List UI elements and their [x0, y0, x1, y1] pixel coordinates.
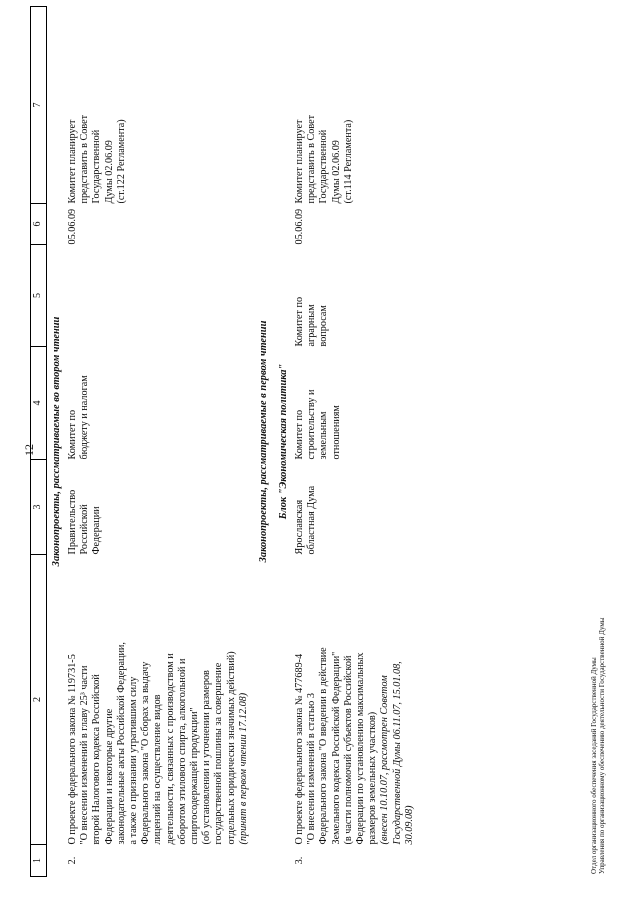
text-line: Федерального закона "О сборах за выдачу: [140, 661, 152, 845]
text-line: (об установлении и уточнении размеров: [201, 670, 213, 845]
text-line: (в части полномочий субъектов Российской: [342, 655, 354, 845]
row-number: 3.: [294, 856, 306, 865]
section-heading-first-reading: Законопроекты, рассматриваемые в первом чтении: [257, 320, 269, 563]
text-line: спиртосодержащей продукции": [189, 707, 201, 845]
text-line: "О внесении изменений в главу 25³ части: [79, 665, 91, 845]
col-num-1: 1: [31, 845, 47, 877]
block-row: [274, 7, 294, 877]
col-num-6: 6: [31, 204, 47, 245]
text-line: земельным: [318, 411, 330, 460]
text-line: деятельности, связанных с производством и: [164, 653, 176, 845]
text-line: Комитет по: [294, 409, 306, 460]
text-line: Федерации: [91, 506, 103, 555]
footer-department: Отдел организационного обеспечения заседаний Государственной Думы: [590, 657, 598, 874]
committee-note: [294, 7, 416, 204]
text-line: представить в Совет: [79, 114, 91, 204]
text-line: аграрным: [306, 304, 318, 347]
text-line: Государственной: [91, 129, 103, 204]
page-number: 12: [22, 444, 36, 456]
text-line: законодательные акты Российской Федерации,: [115, 642, 127, 845]
text-line: бюджету и налогам: [79, 375, 91, 460]
text-line: Комитет по: [294, 296, 306, 347]
agenda-table: [30, 6, 416, 877]
text-line: Комитет планирует: [67, 119, 78, 204]
text-line: Земельного кодекса Российской Федерации": [330, 651, 342, 845]
text-line: О проекте федерального закона № 119731-5: [67, 654, 78, 845]
text-line: вопросам: [318, 305, 330, 347]
col-num-3: 3: [31, 460, 47, 555]
text-line: а также о признании утратившим силу: [128, 676, 140, 845]
initiator: [67, 460, 250, 555]
committee-note: [67, 7, 250, 204]
row-number: 2.: [67, 856, 78, 865]
co-committee: [294, 245, 416, 347]
text-line: Ярославская: [294, 499, 306, 555]
bill-title: [67, 555, 250, 845]
col-num-4: 4: [31, 347, 47, 460]
date: 05.06.09: [294, 208, 306, 245]
text-line: представить в Совет: [306, 114, 318, 204]
col-num-7: 7: [31, 7, 47, 204]
text-line: Правительство: [67, 489, 78, 555]
text-line: (ст.114 Регламента): [342, 119, 354, 204]
text-line: "О внесении изменений в статью 3: [306, 693, 318, 845]
text-line: Думы 02.06.09: [330, 140, 342, 204]
text-line: Российской: [79, 504, 91, 555]
text-line: строительству и: [306, 389, 318, 460]
text-line: Комитет по: [67, 409, 78, 460]
text-line: Федерального закона "О введении в действие: [318, 647, 330, 845]
column-number-row: [31, 7, 47, 877]
section-row: [47, 7, 68, 877]
text-line: О проекте федерального закона № 477689-4: [294, 653, 306, 845]
responsible-committee: [294, 347, 416, 460]
reading-note: 30.09.08): [403, 805, 415, 845]
block-heading: Блок "Экономическая политика": [277, 363, 289, 520]
text-line: отдельных юридически значимых действий): [225, 651, 237, 845]
text-line: размеров земельных участков): [367, 711, 379, 845]
co-committee: [67, 245, 250, 347]
col-num-5: 5: [31, 245, 47, 347]
date: 05.06.09: [67, 208, 78, 245]
initiator: [294, 460, 416, 555]
bill-title: [294, 555, 416, 845]
text-line: отношениям: [330, 405, 342, 460]
text-line: второй Налогового кодекса Российской: [91, 674, 103, 845]
text-line: (ст.122 Регламента): [115, 119, 127, 204]
text-line: Комитет планирует: [294, 119, 306, 204]
text-line: государственной пошлины за совершение: [213, 662, 225, 845]
col-num-2: 2: [31, 555, 47, 845]
text-line: лицензий на осуществление видов: [152, 694, 164, 845]
text-line: Федерации и некоторые другие: [103, 708, 115, 845]
text-line: Федерации по установлению максимальных: [355, 652, 367, 845]
section-heading-second-reading: Законопроекты, рассматриваемые во втором чтении: [50, 316, 62, 567]
reading-note: (принят в первом чтении 17.12.08): [237, 692, 249, 845]
text-line: Думы 02.06.09: [103, 140, 115, 204]
reading-note: (внесен 10.10.07, рассмотрен Советом: [379, 675, 391, 845]
text-line: оборотом этилового спирта, алкогольной и: [176, 658, 188, 845]
table-row: [67, 7, 250, 877]
table-row: [294, 7, 416, 877]
reading-note: Государственной Думы 06.11.07, 15.01.08,: [391, 661, 403, 845]
text-line: Государственной: [318, 129, 330, 204]
responsible-committee: [67, 347, 250, 460]
text-line: областная Дума: [306, 485, 318, 555]
footer-directorate: Управления по организационному обеспечению деятельности Государственной Думы: [598, 617, 606, 874]
section-row: [254, 7, 274, 877]
